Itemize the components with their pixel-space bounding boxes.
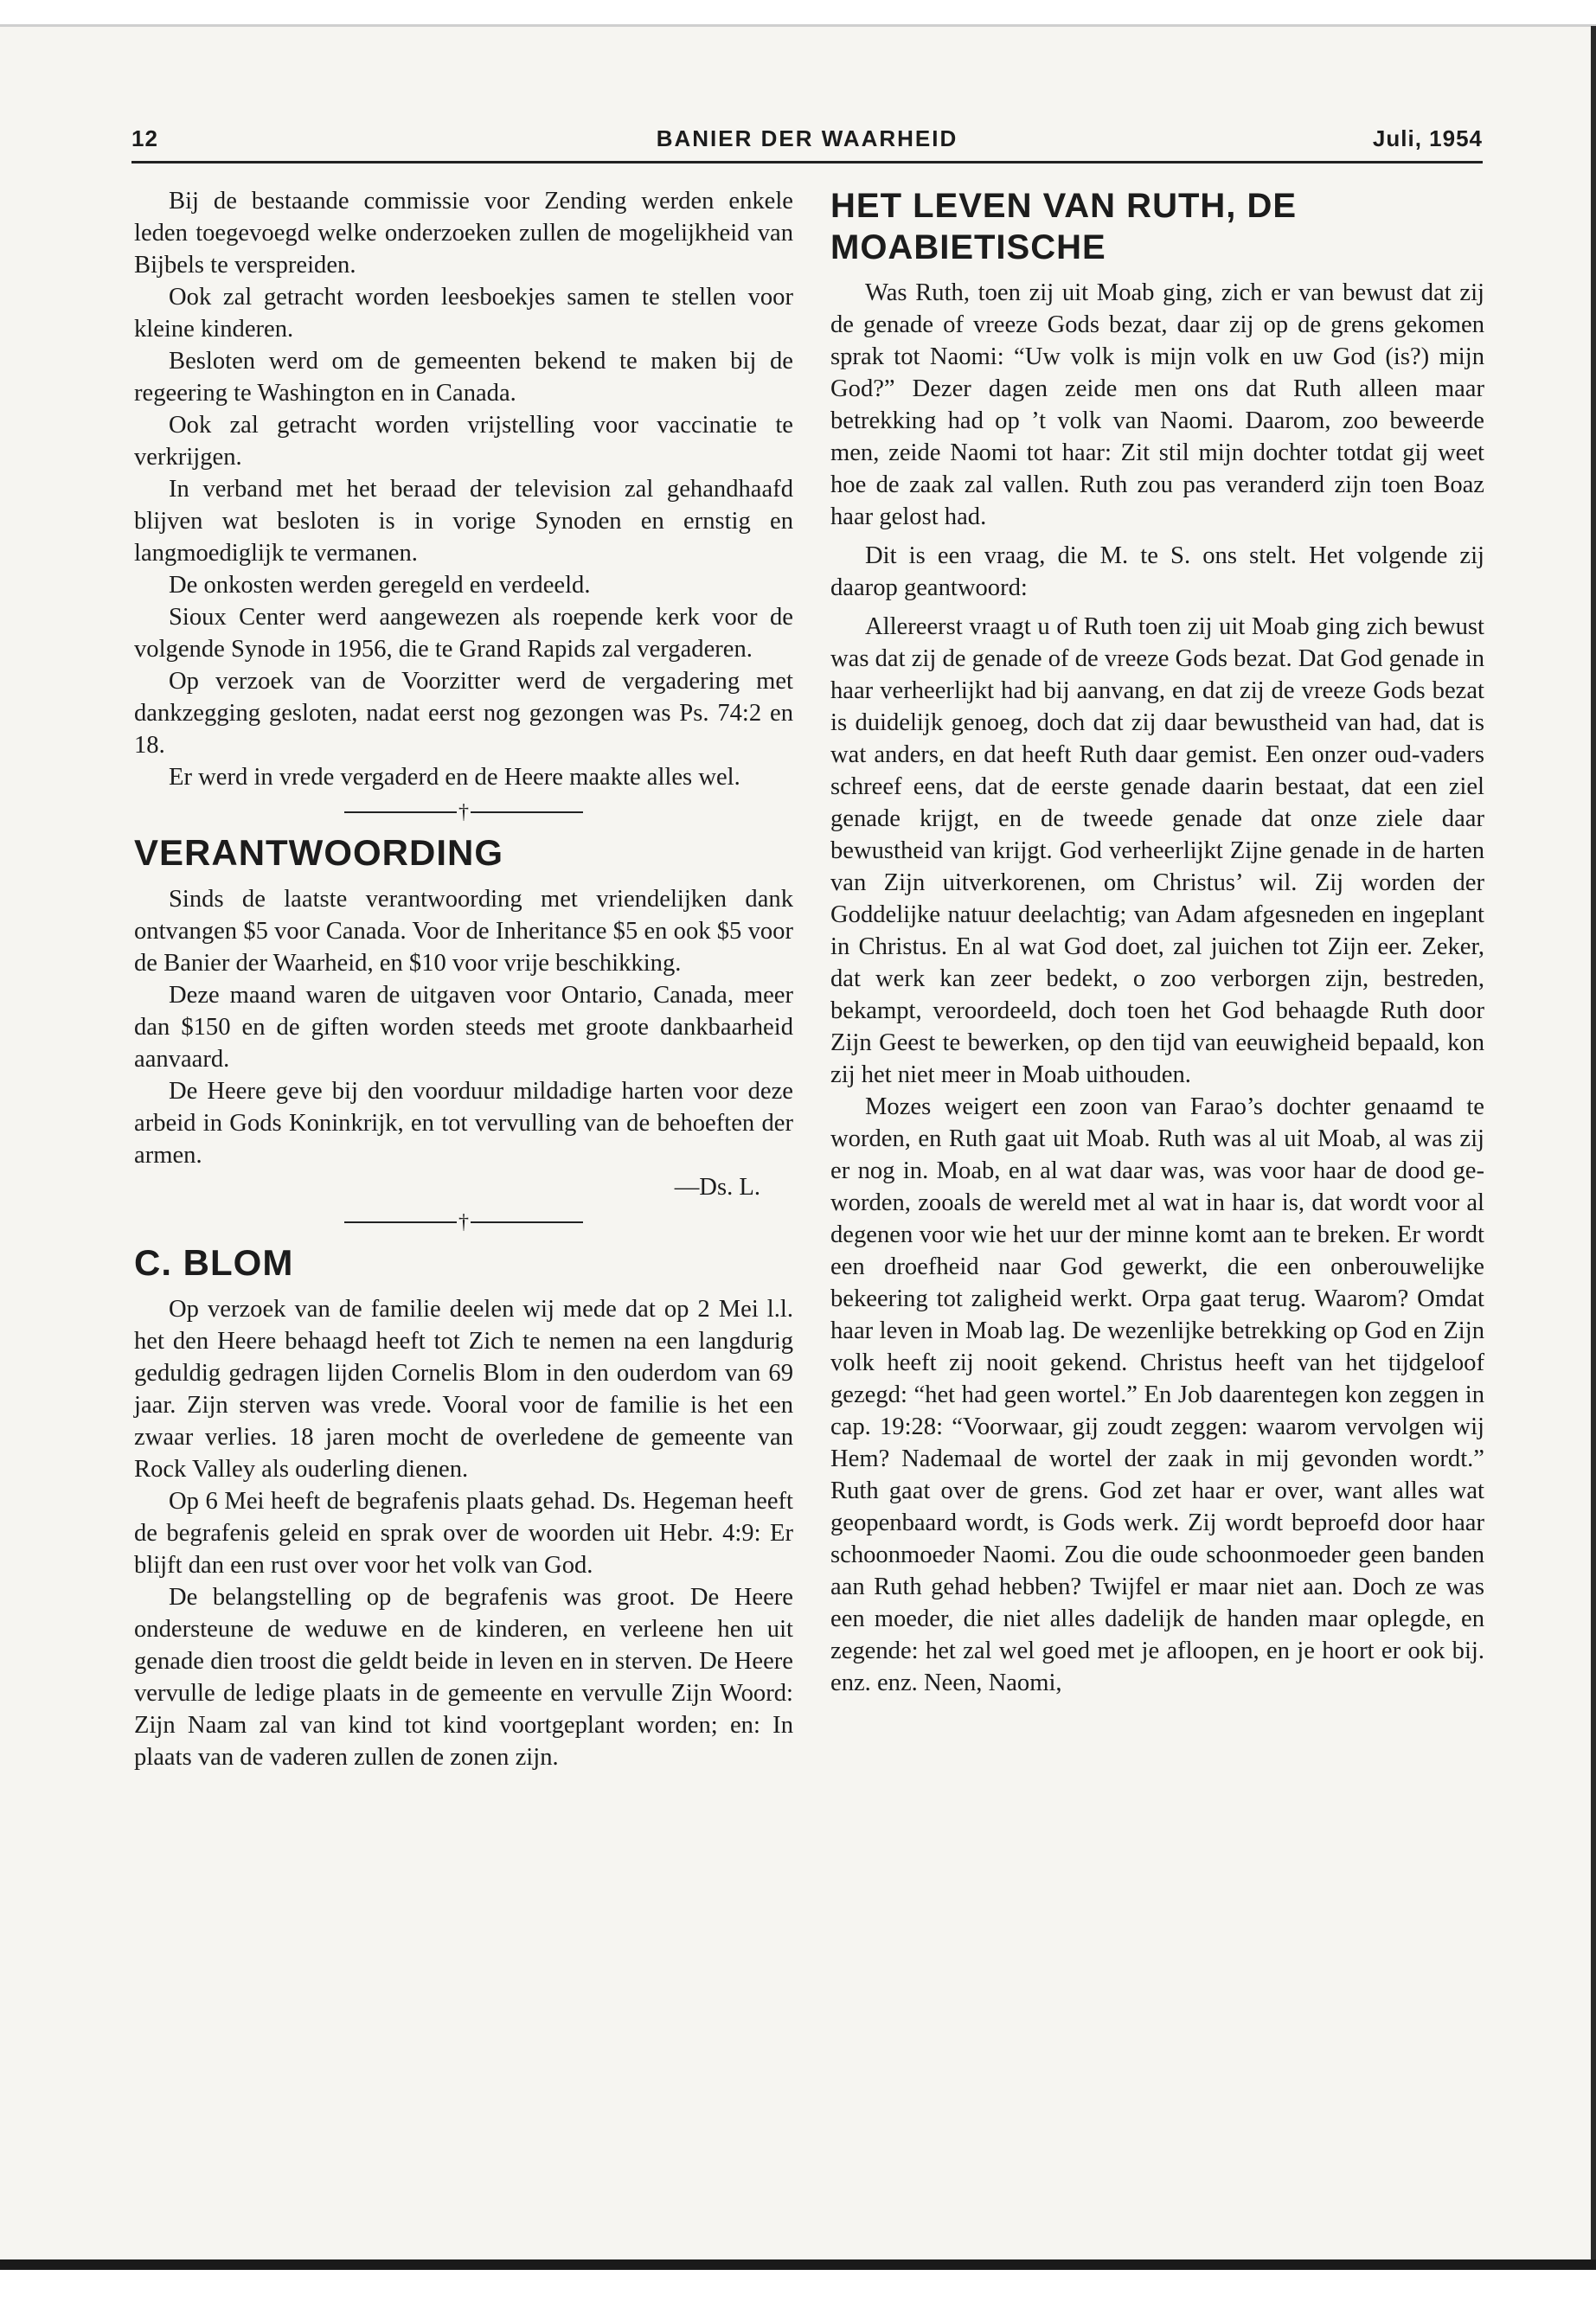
issue-date: Juli, 1954 <box>1372 125 1483 151</box>
blom-paragraph: De belangstelling op de begrafenis was groot. De Heere ondersteune de weduwe en de kinderen, en verleene hen uit genade dien troost die geldt beide in leven en in sterven. De Heere vervulle de ledige plaats in de gemeente en vervulle Zijn Woord: Zijn Naam zal van kind tot kind voortgeplant worden; en: In plaats van de vaderen zullen de zonen zijn. <box>134 1584 793 1771</box>
cross-ornament-icon: † <box>458 801 469 824</box>
ruth-paragraph: Was Ruth, toen zij uit Moab ging, zich er van bewust dat zij de genade of vreeze Gods bezat, daar zij op de grens gekomen sprak tot Naomi: “Uw volk is mijn volk en uw God (is?) mijn God?” Dezer dagen zeide men ons dat Ruth alleen maar betrekking had op ’t volk van Naomi. Daarom, zoo beweerde men, zeide Naomi tot haar: Zit stil mijn dochter totdat gij weet hoe de zaak zal vallen. Ruth zou pas veranderd zijn toen Boaz haar gelost had. <box>830 279 1484 530</box>
blom-heading: C. BLOM <box>134 1242 294 1283</box>
blom-paragraph: Op verzoek van de familie deelen wij mede dat op 2 Mei l.l. het den Heere behaagd heeft tot Zich te nemen na een langdurig geduldig gedragen lijden Cornelis Blom in den ouderdom van 69 jaar. Zijn sterven was vrede. Vooral voor de familie is het een zwaar verlies. 18 jaren mocht de overledene de gemeente van Rock Valley als ouderling dienen. <box>134 1296 793 1483</box>
scan-edge-bottom <box>0 2259 1596 2270</box>
synod-paragraph: Ook zal getracht worden vrijstelling voor vaccinatie te verkrijgen. <box>134 412 793 471</box>
header-rule <box>131 161 1483 163</box>
verantwoording-heading: VERANTWOORDING <box>134 832 503 873</box>
blom-paragraph: Op 6 Mei heeft de begrafenis plaats gehad. Ds. Hegeman heeft de begrafenis geleid en sprak over de woorden uit Hebr. 4:9: Er blijft dan een rust over voor het volk van God. <box>134 1488 793 1579</box>
synod-paragraph: Er werd in vrede vergaderd en de Heere maakte alles wel. <box>169 764 740 791</box>
section-separator <box>134 1208 793 1234</box>
ruth-paragraph: Dit is een vraag, die M. te S. ons stelt. Het volgende zij daarop geantwoord: <box>830 542 1484 601</box>
ruth-paragraph: Mozes weigert een zoon van Farao’s dochter genaamd te worden, en Ruth gaat uit Moab. Ruth was al uit Moab, al was zij er nog in. Moab, en al wat daar was, was voor haar de dood geworden, zooals de wereld met al wat in haar is, dat wordt voor al degenen voor wie het uur der minne komt aan te breken. Er wordt een droefheid naar God gewerkt, die een onberouwelijke bekeering tot zaligheid werkt. Orpa gaat terug. Waarom? Omdat haar leven in Moab lag. De wezenlijke betrekking op God en Zijn volk heeft zij nooit gekend. Christus heeft van het tijdgeloof gezegd: “het had geen wortel.” En Job daarentegen kon zeggen in cap. 19:28: “Voorwaar, gij zoudt zeggen: waarom vervolgen wij Hem? Nademaal de wortel der zaak in mij gevonden wordt.” Ruth gaat over de grens. God zet haar er over, want alles wat geopenbaard wordt, is Gods werk. Zij wordt beproefd door haar schoonmoeder Naomi. Zou die oude schoonmoeder geen banden aan Ruth gehad hebben? Twijfel er maar niet aan. Doch ze was een moeder, die niet alles dadelijk de handen maar oplegde, en zegende: het zal wel goed met je afloopen, en je hoort er ook bij. enz. enz. Neen, Naomi, <box>830 1093 1484 1696</box>
cross-ornament-icon: † <box>458 1211 469 1234</box>
ruth-article-heading: HET LEVEN VAN RUTH, DE MOABIETISCHE <box>830 187 1298 266</box>
scan-edge-top <box>0 24 1596 27</box>
synod-paragraph: Bij de bestaande commissie voor Zending werden enkele leden toegevoegd welke onderzoeken zullen de mogelijkheid van Bijbels te verspreiden. <box>134 188 793 279</box>
left-column <box>134 185 793 1773</box>
publication-title: BANIER DER WAARHEID <box>656 125 958 151</box>
synod-paragraph: Besloten werd om de gemeenten bekend te maken bij de regeering te Washington en in Canada. <box>134 348 793 407</box>
synod-paragraph: De onkosten werden geregeld en verdeeld. <box>169 572 591 599</box>
verantwoording-paragraph: Sinds de laatste verantwoording met vriendelijken dank ontvangen $5 voor Canada. Voor de Inheritance $5 en ook $5 voor de Banier der Waarheid, en $10 voor vrije beschikking. <box>134 886 793 977</box>
ruth-paragraph: Allereerst vraagt u of Ruth toen zij uit Moab ging zich bewust was dat zij de genade of de vreeze Gods bezat. Dat God genade in haar verheerlijkt had bij aanvang, en dat zij de vreeze Gods bezat is duidelijk genoeg, doch dat zij daar bewustheid van had, dat is wat anders, en dat heeft Ruth daar gemist. Een onzer oud-vaders schreef eens, dat de eerste genade daarin bestaat, dat een ziel genade krijgt, en de tweede genade dat onze ziele daar bewustheid van krijgt. God verheerlijkt Zijne genade in de harten van Zijn uitverkorenen, om Christus’ wil. Zij worden der Goddelijke natuur deelachtig; van Adam afgesneden en ingeplant in Christus. En al wat God doet, zal juichen tot Zijn eer. Zeker, dat werk kan zeer bedekt, o zoo verborgen zijn, bestreden, bekampt, veroordeeld, doch toen het God behaagde Ruth door Zijn Geest te bewerken, op den tijd van eeuwigheid bepaald, kon zij het niet meer in Moab uithouden. <box>830 613 1484 1088</box>
synod-paragraph: Ook zal getracht worden leesboekjes samen te stellen voor kleine kinderen. <box>134 284 793 343</box>
verantwoording-paragraph: De Heere geve bij den voorduur mildadige harten voor deze arbeid in Gods Koninkrijk, en tot vervulling van de behoeften der armen. <box>134 1078 793 1169</box>
running-header <box>131 125 1483 160</box>
synod-paragraph: In verband met het beraad der television zal gehandhaafd blijven wat besloten is in vorige Synoden en ernstig en langmoediglijk te vermanen. <box>134 476 793 567</box>
synod-paragraph: Op verzoek van de Voorzitter werd de vergadering met dankzegging gesloten, nadat eerst nog gezongen was Ps. 74:2 en 18. <box>134 668 793 759</box>
verantwoording-paragraph: Deze maand waren de uitgaven voor Ontario, Canada, meer dan $150 en de giften worden steeds met groote dankbaarheid aanvaard. <box>134 982 793 1073</box>
page-number: 12 <box>131 125 158 151</box>
scan-edge-right <box>1591 26 1596 2266</box>
right-column <box>830 185 1484 1699</box>
section-separator <box>134 798 793 824</box>
synod-paragraph: Sioux Center werd aangewezen als roepende kerk voor de volgende Synode in 1956, die te Grand Rapids zal vergaderen. <box>134 604 793 663</box>
signature: —Ds. L. <box>674 1174 760 1201</box>
